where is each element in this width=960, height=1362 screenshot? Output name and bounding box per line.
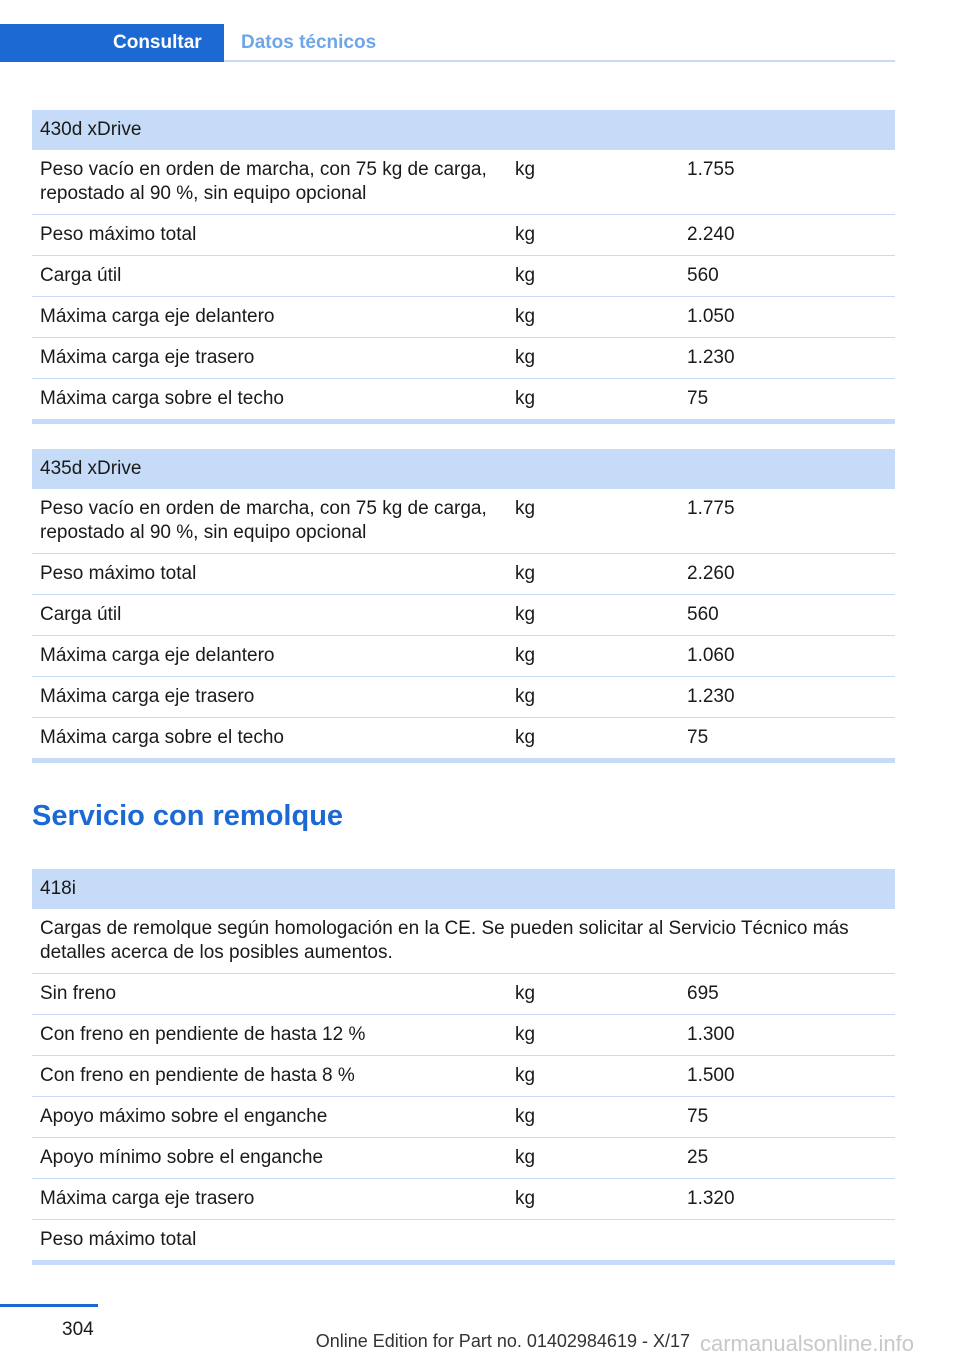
row-unit: kg [507, 1179, 679, 1220]
spec-table-435d [32, 449, 895, 763]
watermark: carmanualsonline.info [699, 1331, 914, 1356]
spec-table-430d [32, 110, 895, 424]
row-value: 25 [679, 1138, 895, 1179]
row-value: 1.775 [679, 489, 895, 554]
row-unit: kg [507, 379, 679, 422]
table-row [32, 1056, 895, 1097]
row-label: Peso vacío en orden de marcha, con 75 kg de carga, repostado al 90 %, sin equipo opcional [32, 489, 507, 554]
row-value: 75 [679, 379, 895, 422]
table-note-row [32, 909, 895, 974]
row-label: Peso máximo total [32, 1220, 507, 1263]
row-label: Máxima carga eje trasero [32, 1179, 507, 1220]
table-row [32, 718, 895, 761]
table-row [32, 379, 895, 422]
tab-consultar[interactable]: Consultar [0, 24, 224, 62]
row-unit: kg [507, 554, 679, 595]
row-label: Con freno en pendiente de hasta 12 % [32, 1015, 507, 1056]
table-row [32, 554, 895, 595]
row-label: Carga útil [32, 595, 507, 636]
row-label: Carga útil [32, 256, 507, 297]
table-row [32, 1015, 895, 1056]
row-unit: kg [507, 1056, 679, 1097]
row-unit: kg [507, 150, 679, 215]
row-label: Apoyo mínimo sobre el enganche [32, 1138, 507, 1179]
table-title: 430d xDrive [32, 110, 895, 150]
edition-note: Online Edition for Part no. 01402984619 - X/17 [315, 1331, 690, 1351]
row-unit: kg [507, 677, 679, 718]
row-value: 1.230 [679, 338, 895, 379]
table-title: 418i [32, 869, 895, 909]
row-value: 1.320 [679, 1179, 895, 1220]
row-label: Apoyo máximo sobre el enganche [32, 1097, 507, 1138]
row-value: 2.260 [679, 554, 895, 595]
row-value: 2.240 [679, 215, 895, 256]
table-title: 435d xDrive [32, 449, 895, 489]
row-unit: kg [507, 338, 679, 379]
row-unit: kg [507, 256, 679, 297]
row-unit: kg [507, 718, 679, 761]
section-title: Servicio con remolque [32, 800, 344, 832]
row-value: 1.300 [679, 1015, 895, 1056]
row-label: Con freno en pendiente de hasta 8 % [32, 1056, 507, 1097]
row-unit: kg [507, 636, 679, 677]
row-label: Peso vacío en orden de marcha, con 75 kg de carga, repostado al 90 %, sin equipo opcional [32, 150, 507, 215]
row-label: Sin freno [32, 974, 507, 1015]
row-value: 560 [679, 595, 895, 636]
table-row [32, 974, 895, 1015]
page-number: 304 [62, 1319, 94, 1340]
footer-accent-line [0, 1304, 98, 1307]
table-row [32, 256, 895, 297]
row-label: Máxima carga sobre el techo [32, 379, 507, 422]
table-row [32, 1097, 895, 1138]
table-note: Cargas de remolque según homologación en la CE. Se pueden solicitar al Servicio Técnico más detalles acerca de los posibles aumentos. [32, 909, 895, 974]
table-row [32, 1220, 895, 1263]
row-label: Máxima carga eje trasero [32, 677, 507, 718]
row-value [679, 1220, 895, 1263]
row-label: Peso máximo total [32, 215, 507, 256]
row-value: 695 [679, 974, 895, 1015]
row-value: 1.230 [679, 677, 895, 718]
row-label: Peso máximo total [32, 554, 507, 595]
table-row [32, 636, 895, 677]
table-row [32, 338, 895, 379]
row-unit: kg [507, 1138, 679, 1179]
row-unit: kg [507, 297, 679, 338]
table-row [32, 297, 895, 338]
table-row [32, 677, 895, 718]
row-label: Máxima carga eje delantero [32, 297, 507, 338]
row-unit: kg [507, 215, 679, 256]
row-value: 560 [679, 256, 895, 297]
table-row [32, 489, 895, 554]
row-value: 1.500 [679, 1056, 895, 1097]
tab-datos-tecnicos[interactable]: Datos técnicos [241, 32, 377, 53]
row-label: Máxima carga eje delantero [32, 636, 507, 677]
row-value: 1.050 [679, 297, 895, 338]
row-unit: kg [507, 1097, 679, 1138]
row-value: 1.060 [679, 636, 895, 677]
table-row [32, 595, 895, 636]
row-unit: kg [507, 595, 679, 636]
table-row [32, 1138, 895, 1179]
table-row [32, 1179, 895, 1220]
row-unit: kg [507, 1015, 679, 1056]
row-unit: kg [507, 974, 679, 1015]
row-label: Máxima carga eje trasero [32, 338, 507, 379]
row-value: 1.755 [679, 150, 895, 215]
table-row [32, 215, 895, 256]
row-value: 75 [679, 1097, 895, 1138]
spec-table-418i [32, 869, 895, 1265]
row-unit [507, 1220, 679, 1263]
page-header [0, 24, 895, 62]
row-label: Máxima carga sobre el techo [32, 718, 507, 761]
header-rule [224, 60, 895, 62]
row-value: 75 [679, 718, 895, 761]
row-unit: kg [507, 489, 679, 554]
table-row [32, 150, 895, 215]
